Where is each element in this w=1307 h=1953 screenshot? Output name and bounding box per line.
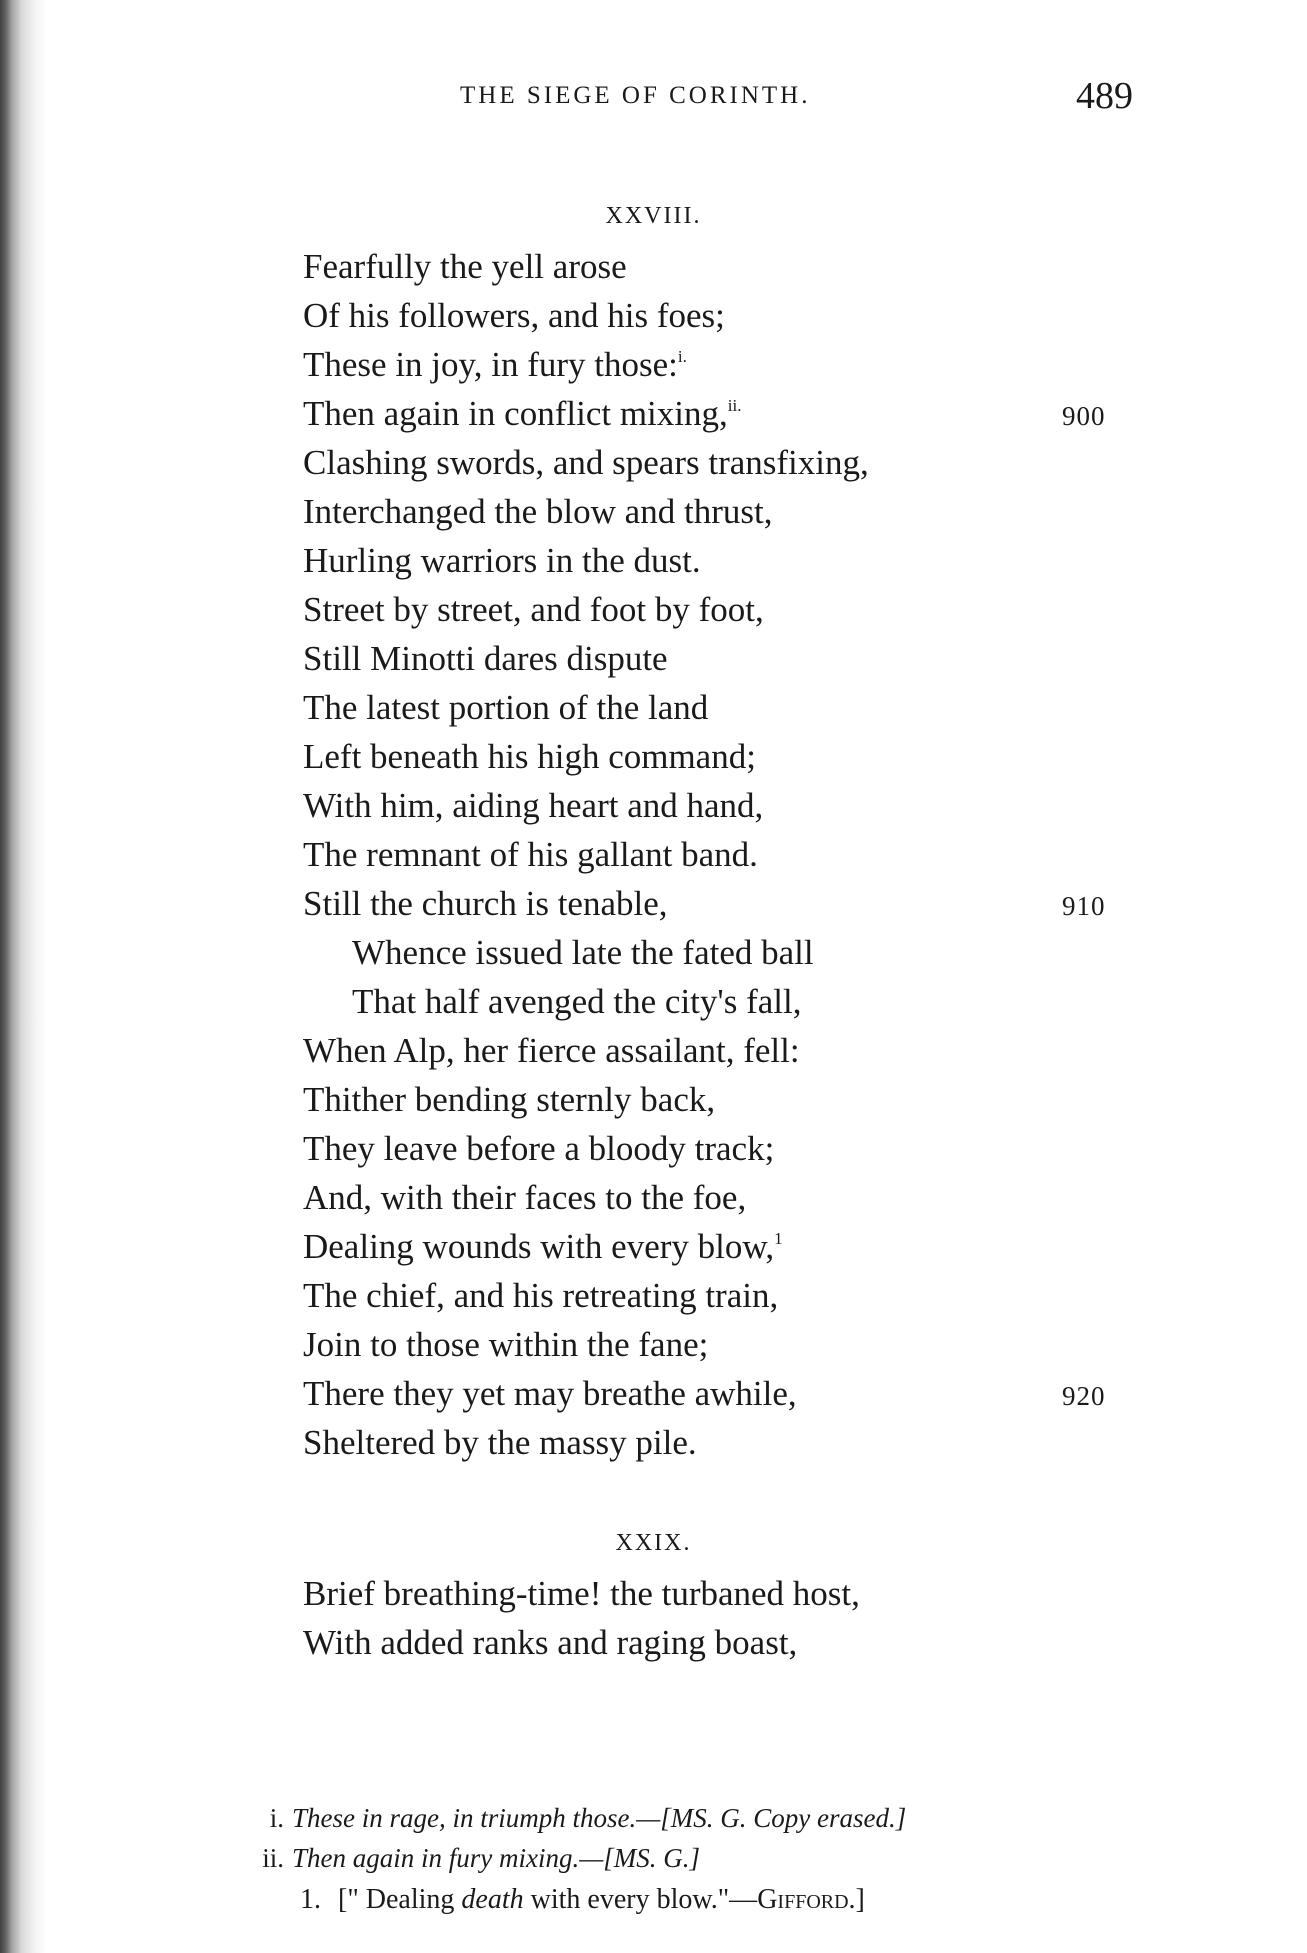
line-number: 910	[1062, 891, 1106, 921]
verse-text	[303, 1271, 778, 1320]
verse-line-text: Interchanged the blow and thrust,	[303, 492, 773, 531]
verse-line-text: Fearfully the yell arose	[303, 247, 627, 286]
verse-text	[303, 732, 756, 781]
verse-line	[0, 438, 1307, 487]
verse-line-text: Street by street, and foot by foot,	[303, 590, 764, 629]
editorial-note-emphasis: death	[461, 1884, 524, 1915]
verse-line	[0, 1569, 1307, 1618]
verse-line	[0, 487, 1307, 536]
editorial-note-open: [" Dealing	[338, 1884, 462, 1915]
verse-line-text: Dealing wounds with every blow,	[303, 1227, 775, 1266]
verse-text	[303, 830, 758, 879]
verse-line-text: Clashing swords, and spears transfixing,	[303, 443, 869, 482]
verse-line-text: Thither bending sternly back,	[303, 1080, 716, 1119]
line-number: 920	[1062, 1381, 1106, 1411]
verse-line	[0, 977, 1307, 1026]
verse-text	[303, 1569, 860, 1618]
verse-text	[303, 487, 772, 536]
editorial-note-source: Gifford	[757, 1884, 849, 1915]
verse-line	[0, 1418, 1307, 1467]
verse-line-text: And, with their faces to the foe,	[303, 1178, 747, 1217]
verse-text	[352, 928, 814, 977]
verse-text	[303, 242, 627, 291]
verse-text	[303, 1124, 774, 1173]
verse-line	[0, 732, 1307, 781]
verse-line-text: Left beneath his high command;	[303, 737, 756, 776]
verse-line	[0, 683, 1307, 732]
verse-line	[0, 340, 1307, 389]
verse-text	[303, 389, 741, 438]
verse-line-text: That half avenged the city's fall,	[352, 982, 802, 1021]
verse-text	[303, 879, 668, 928]
verse-line	[0, 1320, 1307, 1369]
section-heading-xxix: XXIX.	[615, 1530, 692, 1556]
verse-text	[303, 438, 869, 487]
verse-line-text: Still Minotti dares dispute	[303, 639, 668, 678]
verse-text	[303, 536, 701, 585]
verse-line-text: When Alp, her fierce assailant, fell:	[303, 1031, 800, 1070]
verse-line-text: The latest portion of the land	[303, 688, 709, 727]
verse-line-text: The chief, and his retreating train,	[303, 1276, 779, 1315]
note-reference: i.	[677, 347, 687, 366]
verse-text	[303, 1222, 783, 1271]
verse-line	[0, 1369, 1307, 1418]
verse-line	[0, 536, 1307, 585]
editorial-note-1	[0, 1878, 1307, 1922]
running-title: THE SIEGE OF CORINTH.	[460, 82, 811, 109]
verse-line	[0, 1075, 1307, 1124]
editorial-note-middle: with every blow."—	[523, 1884, 758, 1915]
verse-text	[303, 1026, 800, 1075]
stanza-xxix	[0, 1569, 1307, 1667]
verse-line-text: There they yet may breathe awhile,	[303, 1374, 797, 1413]
verse-line	[0, 781, 1307, 830]
stanza-xxviii	[0, 242, 1307, 1467]
verse-line-text: Of his followers, and his foes;	[303, 296, 725, 335]
verse-line	[0, 291, 1307, 340]
editorial-note-text	[338, 1878, 865, 1922]
verse-line-text: Still the church is tenable,	[303, 884, 668, 923]
footnote-marker: i.	[269, 1803, 284, 1833]
verse-line	[0, 634, 1307, 683]
verse-text	[303, 1320, 708, 1369]
verse-line	[0, 1124, 1307, 1173]
footnote-text: These in rage, in triumph those.—[MS. G. Copy erased.]	[292, 1803, 907, 1833]
verse-line-text: Hurling warriors in the dust.	[303, 541, 701, 580]
page-number: 489	[1076, 75, 1133, 117]
note-reference: ii.	[727, 396, 742, 415]
footnotes	[0, 1798, 1307, 1922]
verse-text	[303, 585, 764, 634]
note-reference: 1	[774, 1229, 783, 1248]
verse-text	[352, 977, 801, 1026]
verse-text	[303, 683, 708, 732]
editorial-note-close: .]	[848, 1884, 865, 1915]
verse-line-text: Then again in conflict mixing,	[303, 394, 728, 433]
footnote-i	[0, 1798, 1307, 1838]
verse-text	[303, 291, 725, 340]
footnote-marker: ii.	[262, 1843, 284, 1873]
verse-text	[303, 1618, 797, 1667]
verse-line-text: With him, aiding heart and hand,	[303, 786, 764, 825]
verse-line	[0, 389, 1307, 438]
verse-text	[303, 1173, 746, 1222]
verse-line-text: These in joy, in fury those:	[303, 345, 678, 384]
verse-line-text: The remnant of his gallant band.	[303, 835, 758, 874]
verse-line-text: Sheltered by the massy pile.	[303, 1423, 697, 1462]
verse-text	[303, 781, 763, 830]
verse-line	[0, 1618, 1307, 1667]
verse-text	[303, 634, 668, 683]
verse-text	[303, 1075, 715, 1124]
footnote-ii	[0, 1838, 1307, 1878]
running-head	[0, 75, 1307, 122]
line-number: 900	[1062, 401, 1106, 431]
verse-text	[303, 340, 687, 389]
verse-line	[0, 242, 1307, 291]
verse-line-text: Brief breathing-time! the turbaned host,	[303, 1574, 860, 1613]
verse-line	[0, 830, 1307, 879]
editorial-note-marker: 1.	[300, 1884, 321, 1915]
verse-line	[0, 1271, 1307, 1320]
verse-text	[303, 1369, 797, 1418]
verse-line-text: Join to those within the fane;	[303, 1325, 709, 1364]
footnote-text: Then again in fury mixing.—[MS. G.]	[292, 1843, 700, 1873]
verse-line	[0, 585, 1307, 634]
verse-line-text: Whence issued late the fated ball	[352, 933, 814, 972]
verse-line	[0, 879, 1307, 928]
verse-line	[0, 928, 1307, 977]
verse-line	[0, 1026, 1307, 1075]
verse-line-text: They leave before a bloody track;	[303, 1129, 775, 1168]
verse-line	[0, 1173, 1307, 1222]
verse-line-text: With added ranks and raging boast,	[303, 1623, 798, 1662]
section-heading-xxviii: XXVIII.	[605, 203, 702, 229]
verse-line	[0, 1222, 1307, 1271]
verse-text	[303, 1418, 697, 1467]
